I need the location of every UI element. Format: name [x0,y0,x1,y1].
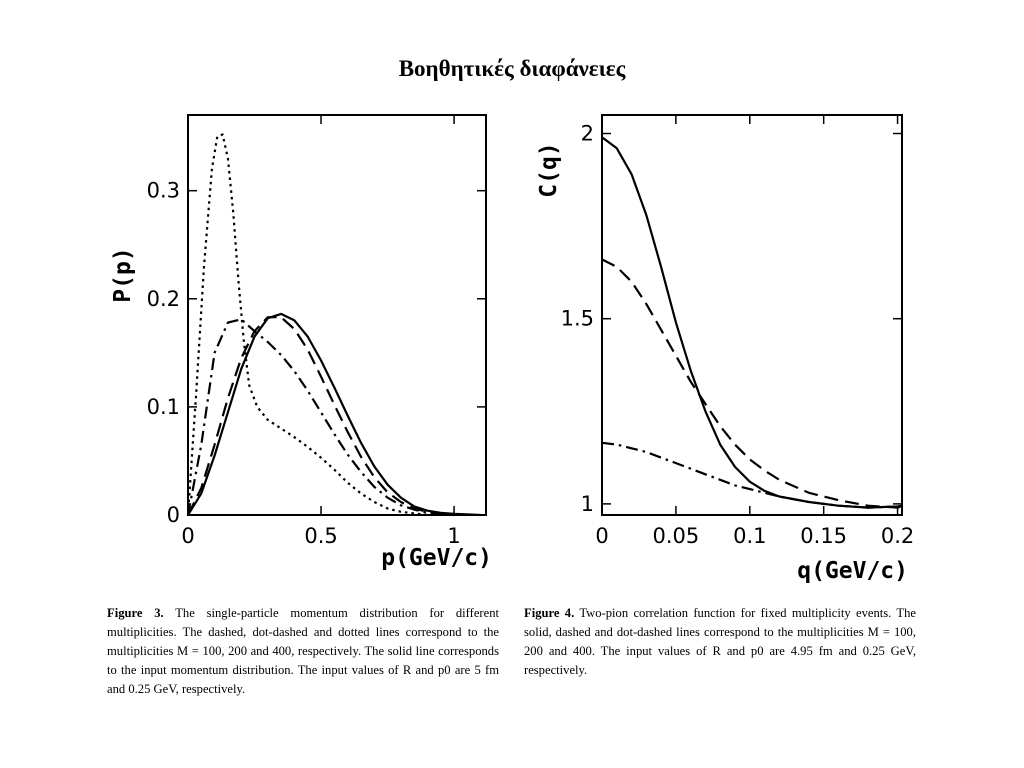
chart1-dotdash-curve [188,319,454,515]
chart2-dotdash-curve [602,443,902,508]
chart2-ytick-label: 2 [580,121,594,146]
chart2-xtick-label: 0 [595,524,609,548]
figure-3-chart [100,100,500,580]
chart2-ytick-label: 1 [580,491,594,516]
chart2-xtick-label: 0.2 [880,524,915,548]
chart2-xtick-label: 0.15 [800,524,848,548]
chart2-plot-frame [602,115,902,515]
figure-4-caption [524,604,916,680]
chart1-xtick-label: 0 [181,524,195,548]
figure-4-chart [520,100,920,584]
chart1-ytick-label: 0.2 [146,286,180,311]
chart2-xtick-label: 0.1 [733,524,767,548]
chart2-solid-curve [602,137,902,507]
chart1-xtick-label: 1 [447,524,461,548]
slide-title: Βοηθητικές διαφάνειες [398,56,626,81]
figure-4-caption-text: Two-pion correlation function for fixed multiplicity events. The solid, dashed and dot-dashed lines correspond to the multiplicities M = 100, 200 and 400. The input values of R and p0 are 4.95 fm and 0.25 GeV, respectively. [524,606,916,677]
chart2-y-axis-label: C(q) [536,142,562,198]
chart1-dotted-curve [188,135,428,516]
chart1-ytick-label: 0.1 [146,394,180,419]
figure-3-caption [107,604,499,698]
chart1-xtick-label: 0.5 [304,524,338,548]
figure-3-caption-text: The single-particle momentum distribution for different multiplicities. The dashed, dot-dashed and dotted lines correspond to the multiplicities M = 100, 200 and 400, respectively. The solid line corresponds to the input momentum distribution. The input values of R and p0 are 5 fm and 0.25 GeV, respectively. [107,606,499,696]
chart1-ytick-label: 0 [166,503,180,527]
figure-3-caption-label: Figure 3. [107,606,164,620]
chart2-ytick-label: 1.5 [560,306,594,331]
chart2-x-axis-label: q(GeV/c) [797,558,908,584]
chart2-dashed-curve [602,259,902,507]
chart1-x-axis-label: p(GeV/c) [381,545,492,571]
chart1-plot-frame [188,115,486,515]
chart1-y-axis-label: P(p) [110,247,136,303]
chart2-xtick-label: 0.05 [652,524,700,548]
chart1-dashed-curve [188,317,454,515]
figure-4-caption-label: Figure 4. [524,606,575,620]
chart1-ytick-label: 0.3 [146,178,180,203]
chart1-solid-curve [188,314,481,515]
